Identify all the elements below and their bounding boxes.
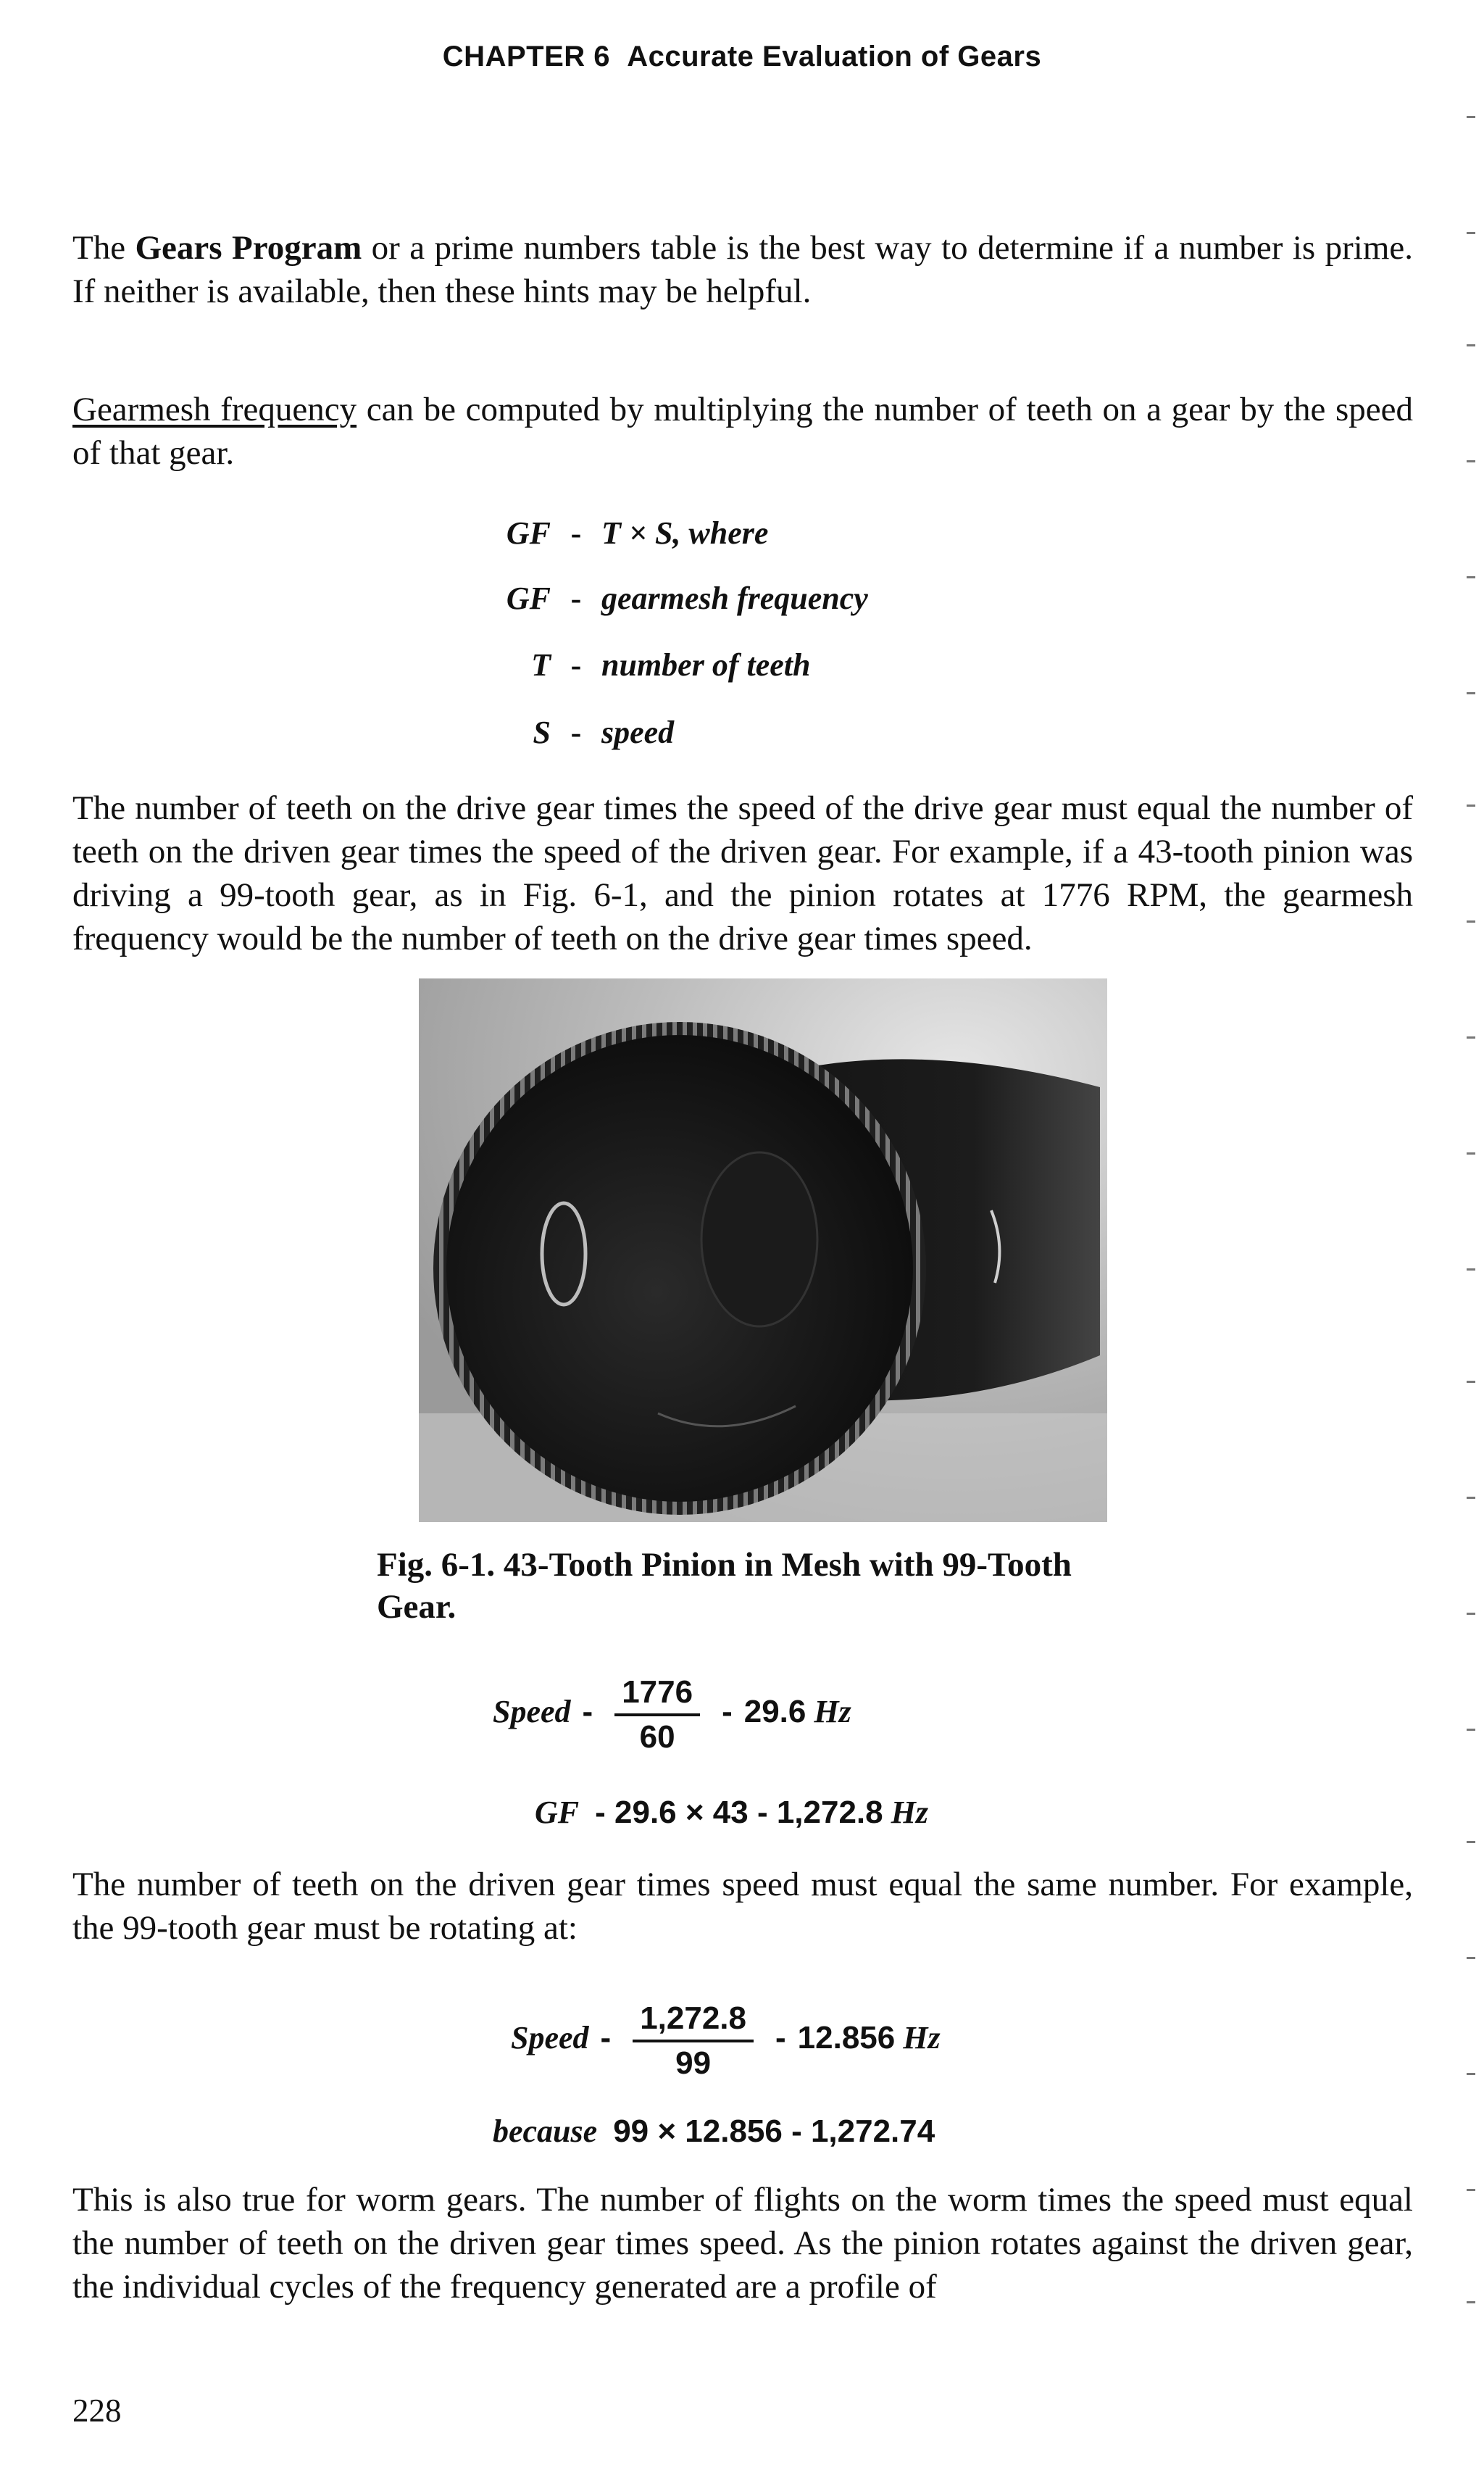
margin-mark xyxy=(1467,232,1475,234)
page-number: 228 xyxy=(72,2393,122,2429)
margin-mark xyxy=(1467,1729,1475,1731)
formula-speed-pinion: Speed - $\frac{1776}{60}$ - 29.6 Hz xyxy=(493,1674,851,1755)
driven-gear-paragraph: The number of teeth on the driven gear times speed must equal the same number. For example, the 99-tooth gear must be rotating at: xyxy=(72,1866,1413,1947)
figure-caption: Fig. 6-1. 43-Tooth Pinion in Mesh with 99-Tooth Gear. xyxy=(377,1546,1072,1626)
page-header xyxy=(0,41,1484,73)
gear-photo xyxy=(419,978,1107,1522)
margin-mark xyxy=(1467,1841,1475,1843)
margin-mark xyxy=(1467,576,1475,578)
definition-line-1: GF - T × S, where xyxy=(506,515,769,551)
formula-gearmesh: GF - 29.6 × 43 - 1,272.8 Hz xyxy=(535,1795,928,1830)
margin-mark xyxy=(1467,1613,1475,1615)
definition-line-4: S - speed xyxy=(533,715,675,750)
chapter-number: CHAPTER 6 xyxy=(442,41,610,72)
margin-mark xyxy=(1467,1381,1475,1383)
formula-speed-gear: Speed - $\frac{1,272.8}{99}$ - 12.856 Hz xyxy=(511,2000,941,2081)
margin-mark xyxy=(1467,344,1475,346)
definition-line-2: GF - gearmesh frequency xyxy=(506,581,868,616)
fraction: $\frac{1,272.8}{99}$ xyxy=(633,2000,754,2082)
gears-program-term: Gears Program xyxy=(135,229,362,267)
formula-check: because 99 × 12.856 - 1,272.74 xyxy=(493,2113,935,2149)
margin-mark xyxy=(1467,2301,1475,2303)
margin-mark xyxy=(1467,920,1475,923)
definition-line-3: T - number of teeth xyxy=(531,647,811,683)
margin-mark xyxy=(1467,2189,1475,2191)
margin-mark xyxy=(1467,460,1475,462)
margin-mark xyxy=(1467,1957,1475,1959)
margin-mark xyxy=(1467,2073,1475,2075)
gearmesh-paragraph: Gearmesh frequency can be computed by multiplying the number of teeth on a gear by the speed of that gear. xyxy=(72,391,1413,472)
chapter-title: Accurate Evaluation of Gears xyxy=(627,41,1042,72)
margin-mark xyxy=(1467,1036,1475,1039)
margin-mark xyxy=(1467,1497,1475,1499)
margin-mark xyxy=(1467,692,1475,694)
margin-mark xyxy=(1467,1152,1475,1155)
margin-mark xyxy=(1467,805,1475,807)
gearmesh-term: Gearmesh frequency xyxy=(72,391,357,428)
drive-gear-paragraph: The number of teeth on the drive gear times the speed of the drive gear must equal the number of teeth on the driven gear times the speed of the driven gear. For example, if a 43-tooth pinion was driving a 99-tooth gear, as in Fig. 6-1, and the pinion rotates at 1776 RPM, the gearmesh frequency would be the number of teeth on the drive gear times speed. xyxy=(72,789,1413,957)
fraction: $\frac{1776}{60}$ xyxy=(614,1674,700,1755)
intro-paragraph: The Gears Program or a prime numbers table is the best way to determine if a number is prime. If neither is available, then these hints may be helpful. xyxy=(72,229,1413,310)
worm-gear-paragraph: This is also true for worm gears. The number of flights on the worm times the speed must equal the number of teeth on the driven gear times speed. As the pinion rotates against the driven gear, the individual cycles of the frequency generated are a profile of xyxy=(72,2181,1413,2306)
margin-mark xyxy=(1467,116,1475,118)
margin-mark xyxy=(1467,1268,1475,1271)
